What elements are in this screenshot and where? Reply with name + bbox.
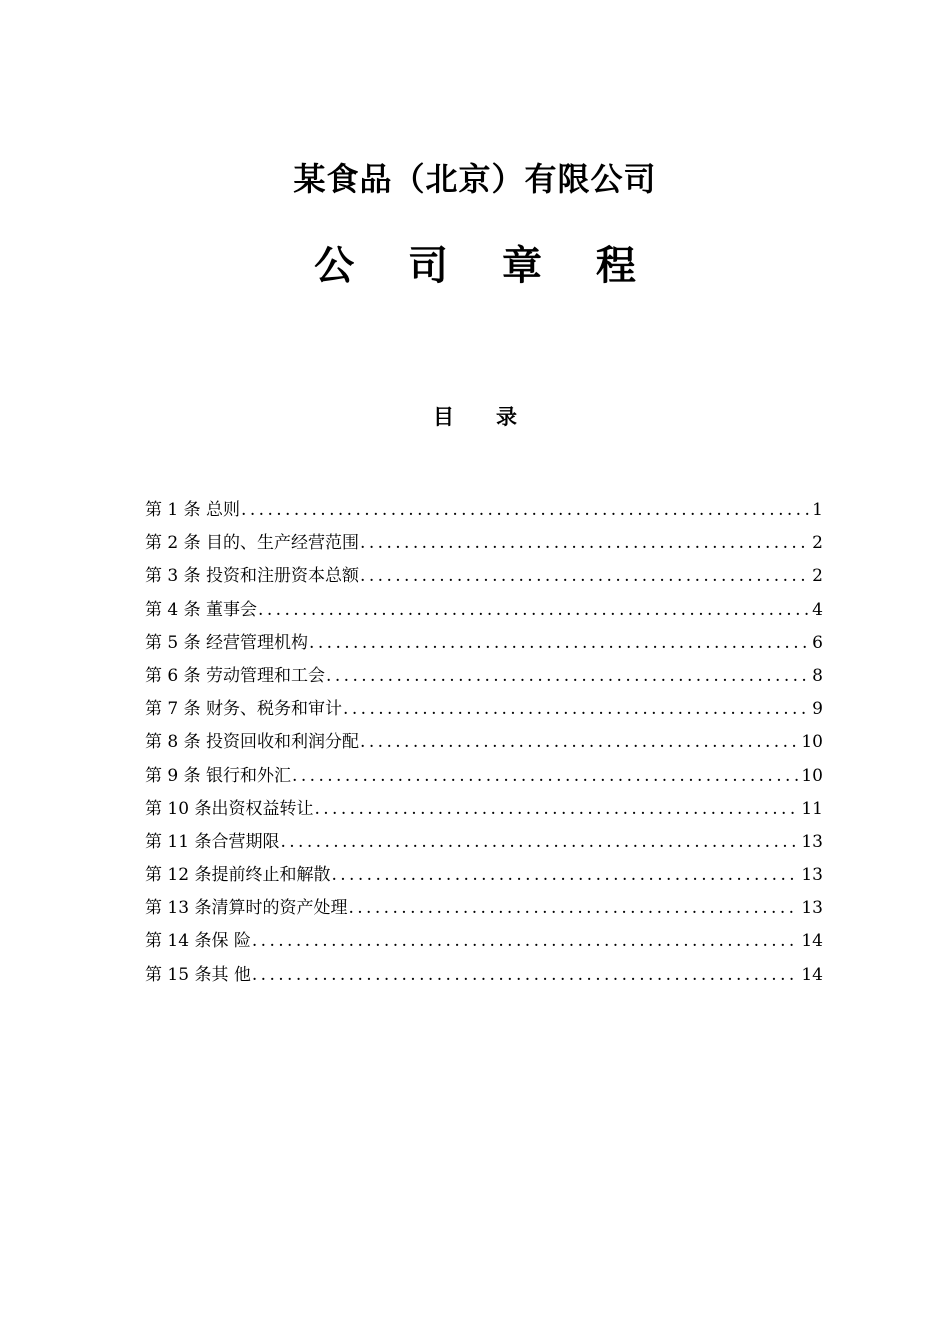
- toc-entry[interactable]: [145, 693, 823, 726]
- toc-entry-label: 第 9 条 银行和外汇: [145, 765, 292, 786]
- toc-entry[interactable]: [145, 560, 823, 593]
- toc-entry-label: 第 15 条其 他: [145, 964, 251, 985]
- toc-heading-char-2: 录: [496, 405, 517, 429]
- toc-entry[interactable]: [145, 726, 823, 759]
- toc-dot-leader: [348, 892, 799, 925]
- toc-entry-page-number: 2: [812, 566, 823, 587]
- toc-entry-page-number: 11: [801, 798, 823, 819]
- toc-dot-leader: [343, 693, 810, 726]
- toc-entry-page-number: 13: [801, 898, 823, 919]
- toc-dot-leader: [331, 859, 799, 892]
- toc-dot-leader: [326, 660, 810, 693]
- toc-entry[interactable]: [145, 594, 823, 627]
- toc-dot-leader: [292, 760, 799, 793]
- document-title: 公 司 章 程: [314, 243, 656, 289]
- toc-entry-label: 第 3 条 投资和注册资本总额: [145, 566, 360, 587]
- toc-entry-label: 第 14 条保 险: [145, 931, 251, 952]
- toc-entry[interactable]: [145, 925, 823, 958]
- toc-entry[interactable]: [145, 527, 823, 560]
- toc-entry-page-number: 4: [812, 599, 823, 620]
- toc-entry-page-number: 6: [812, 632, 823, 653]
- toc-entry-label: 第 5 条 经营管理机构: [145, 632, 309, 653]
- toc-entry-label: 第 11 条合营期限: [145, 831, 280, 852]
- toc-entry-label: 第 6 条 劳动管理和工会: [145, 665, 326, 686]
- toc-dot-leader: [314, 793, 799, 826]
- toc-entry-label: 第 2 条 目的、生产经营范围: [145, 533, 360, 554]
- toc-entry-label: 第 1 条 总则: [145, 500, 241, 520]
- toc-entry-label: 第 12 条提前终止和解散: [145, 865, 331, 886]
- toc-entry-label: 第 8 条 投资回收和利润分配: [145, 732, 360, 753]
- toc-heading-char-1: 目: [433, 405, 454, 429]
- toc-entry-label: 第 10 条出资权益转让: [145, 798, 314, 819]
- toc-entry-page-number: 10: [801, 732, 823, 753]
- toc-dot-leader: [309, 627, 810, 660]
- toc-entry-page-number: 14: [801, 931, 823, 952]
- toc-entry[interactable]: [145, 892, 823, 925]
- toc-entry-page-number: 10: [801, 765, 823, 786]
- toc-entry[interactable]: [145, 859, 823, 892]
- toc-dot-leader: [360, 726, 799, 759]
- toc-dot-leader: [252, 959, 800, 992]
- toc-entry[interactable]: [145, 660, 823, 693]
- toc-dot-leader: [258, 594, 810, 627]
- toc-entry-page-number: 13: [801, 831, 823, 852]
- toc-entry-page-number: 1: [812, 500, 823, 520]
- toc-entry-label: 第 4 条 董事会: [145, 599, 258, 620]
- toc-entry[interactable]: [145, 760, 823, 793]
- toc-dot-leader: [360, 527, 810, 560]
- toc-entry-page-number: 2: [812, 533, 823, 554]
- toc-dot-leader: [360, 560, 810, 593]
- toc-entry[interactable]: [145, 826, 823, 859]
- toc-entry[interactable]: [145, 627, 823, 660]
- toc-entry[interactable]: [145, 494, 823, 527]
- toc-entry-page-number: 9: [812, 699, 823, 720]
- table-of-contents: [145, 494, 823, 992]
- toc-entry[interactable]: [145, 959, 823, 992]
- toc-entry-page-number: 13: [801, 865, 823, 886]
- toc-dot-leader: [241, 494, 810, 527]
- toc-dot-leader: [280, 826, 799, 859]
- toc-entry-page-number: 14: [801, 964, 823, 985]
- toc-heading: [0, 402, 950, 432]
- toc-entry-label: 第 13 条清算时的资产处理: [145, 898, 348, 919]
- toc-entry-label: 第 7 条 财务、税务和审计: [145, 699, 343, 720]
- toc-entry[interactable]: [145, 793, 823, 826]
- toc-entry-page-number: 8: [812, 665, 823, 686]
- toc-dot-leader: [252, 925, 800, 958]
- company-name: 某食品（北京）有限公司: [293, 160, 657, 198]
